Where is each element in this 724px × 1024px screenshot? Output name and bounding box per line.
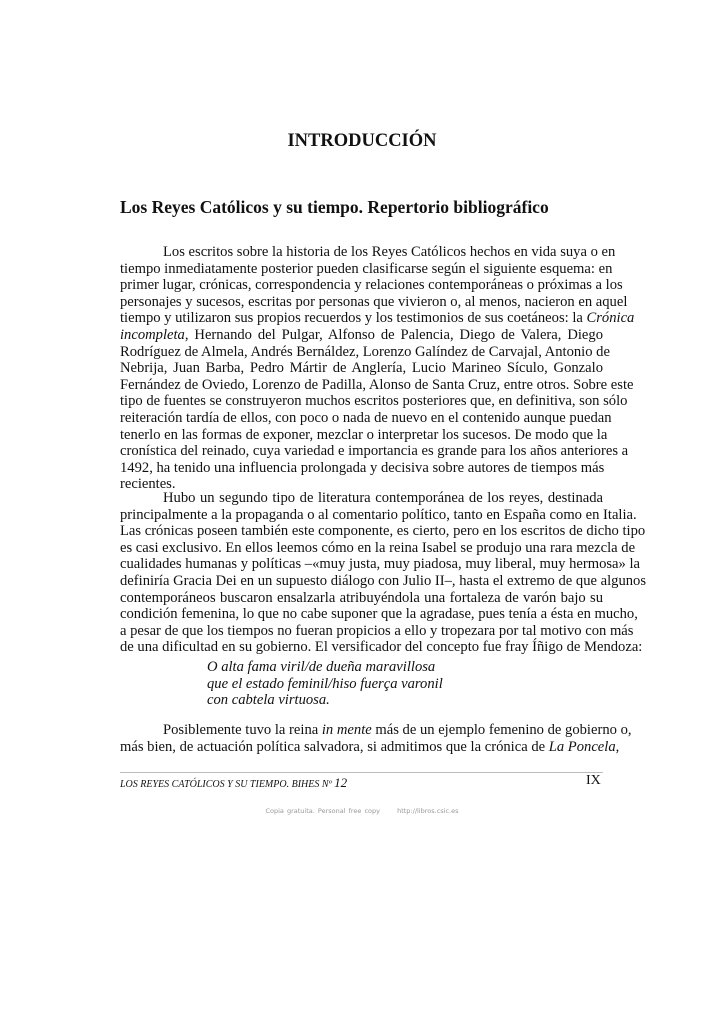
text-segment: de una dificultad en su gobierno. El versificador del concepto fue fray Íñigo de Mendoza: [120, 639, 643, 656]
text-segment: personajes y sucesos, escritas por personas que vivieron o, al menos, nacieron en aquel [120, 293, 628, 310]
text-line [120, 460, 603, 477]
text-segment: Fernández de Oviedo, Lorenzo de Padilla, Alonso de Santa Cruz, entre otros. Sobre este [120, 376, 634, 393]
text-segment: tiempo y utilizaron sus propios recuerdos y los testimonios de sus coetáneos: la [120, 310, 587, 327]
issue-number: 12 [334, 775, 348, 790]
source-url: http://libros.csic.es [397, 807, 459, 815]
text-line [120, 393, 628, 410]
text-segment: más de un ejemplo femenino de gobierno o, [371, 722, 632, 738]
text-line [120, 426, 608, 444]
text-line [120, 523, 646, 540]
watermark-notice [0, 807, 724, 815]
text-segment: tenerlo en las formas de exponer, mezclar o interpretar los sucesos. De modo que la [120, 426, 608, 443]
text-segment: , [615, 738, 620, 755]
text-segment: Posiblemente tuvo la reina [163, 722, 322, 738]
text-segment: definiría Gracia Dei en un supuesto diálogo con Julio II–, hasta el extremo de que algunos [120, 572, 647, 589]
running-title: LOS REYES CATÓLICOS Y SU TIEMPO. BIHES Nº [120, 779, 332, 790]
text-segment: tiempo inmediatamente posterior pueden clasificarse según el siguiente esquema: en [120, 260, 613, 277]
text-segment: recientes. [120, 476, 176, 493]
verse-line: que el estado feminil/hiso fuerça varonil [207, 675, 443, 692]
footer-divider [120, 772, 603, 773]
text-segment: principalmente a la propaganda o al comentario político, tanto en España como en Italia. [120, 506, 637, 523]
text-line [120, 490, 603, 507]
text-line [120, 506, 637, 524]
text-line [120, 738, 620, 756]
text-line [120, 260, 613, 278]
text-line [120, 409, 612, 427]
text-segment: tipo de fuentes se construyeron muchos escritos posteriores que, en definitiva, son sólo [120, 393, 628, 410]
paragraph-1 [120, 244, 635, 493]
text-line [120, 244, 616, 261]
text-line [120, 622, 634, 640]
text-line [120, 606, 638, 623]
text-segment: más bien, de actuación política salvadora, si admitimos que la crónica de [120, 738, 549, 755]
text-segment: Rodríguez de Almela, Andrés Bernáldez, Lorenzo Galíndez de Carvajal, Antonio de [120, 343, 610, 360]
verse-line: con cabtela virtuosa. [207, 692, 330, 709]
italic-text: La Poncela [548, 738, 616, 755]
text-line [120, 590, 603, 607]
text-segment: contemporáneos buscaron ensalzarla atribuyéndola una fortaleza de varón bajo su [120, 589, 603, 606]
text-segment: a pesar de que los tiempos no fueran propicios a ello y tropezara por tal motivo con más [120, 622, 634, 639]
text-line [120, 343, 610, 361]
text-segment: Hubo un segundo tipo de literatura contemporánea de los reyes, destinada [163, 490, 603, 506]
text-segment: reiteración tardía de ellos, con poco o nada de nuevo en el contenido aunque puedan [120, 409, 612, 426]
chapter-title: INTRODUCCIÓN [287, 131, 437, 151]
running-footer [120, 775, 347, 791]
italic-text: Crónica [586, 310, 635, 327]
text-line [120, 639, 643, 656]
text-line [120, 277, 623, 294]
verse-quote [207, 659, 443, 709]
text-segment: cualidades humanas y políticas –«muy justa, muy piadosa, muy liberal, muy hermosa» la [120, 556, 640, 573]
text-line [120, 539, 636, 557]
text-segment: condición femenina, lo que no cabe suponer que la agradase, pues tenía a ésta en mucho, [120, 606, 638, 623]
section-heading: Los Reyes Católicos y su tiempo. Repertorio bibliográfico [120, 197, 549, 217]
verse-line: O alta fama viril/de dueña maravillosa [207, 659, 436, 675]
italic-text: incompleta [120, 326, 185, 343]
page-number: IX [586, 773, 601, 788]
text-segment: Los escritos sobre la historia de los Reyes Católicos hechos en vida suya o en [163, 244, 616, 260]
text-segment: 1492, ha tenido una influencia prolongada y decisiva sobre autores de tiempos más [120, 459, 605, 476]
text-line [120, 722, 632, 739]
text-line [120, 443, 629, 460]
text-line [120, 376, 634, 394]
text-line [120, 556, 640, 573]
italic-text: in mente [321, 722, 372, 738]
text-segment: cronística del reinado, cuya variedad e importancia es grande para los años anteriores a [120, 443, 629, 460]
copy-notice: Copia gratuita. Personal free copy [265, 807, 381, 815]
text-segment: es casi exclusivo. En ellos leemos cómo en la reina Isabel se produjo una rara mezcla de [120, 539, 636, 556]
text-line [120, 327, 603, 344]
paragraph-2 [120, 490, 647, 656]
text-line [120, 293, 628, 311]
text-line [120, 572, 647, 590]
text-line [120, 310, 635, 327]
text-segment: , Hernando del Pulgar, Alfonso de Palencia, Diego de Valera, Diego [184, 326, 603, 343]
text-segment: Las crónicas poseen también este componente, es cierto, pero en los escritos de dicho tipo [120, 523, 646, 540]
text-segment: primer lugar, crónicas, correspondencia y relaciones contemporáneas o próximas a los [120, 277, 623, 294]
text-line [120, 360, 603, 377]
paragraph-3 [120, 722, 632, 755]
text-segment: Nebrija, Juan Barba, Pedro Mártir de Anglería, Lucio Marineo Sículo, Gonzalo [120, 360, 603, 377]
